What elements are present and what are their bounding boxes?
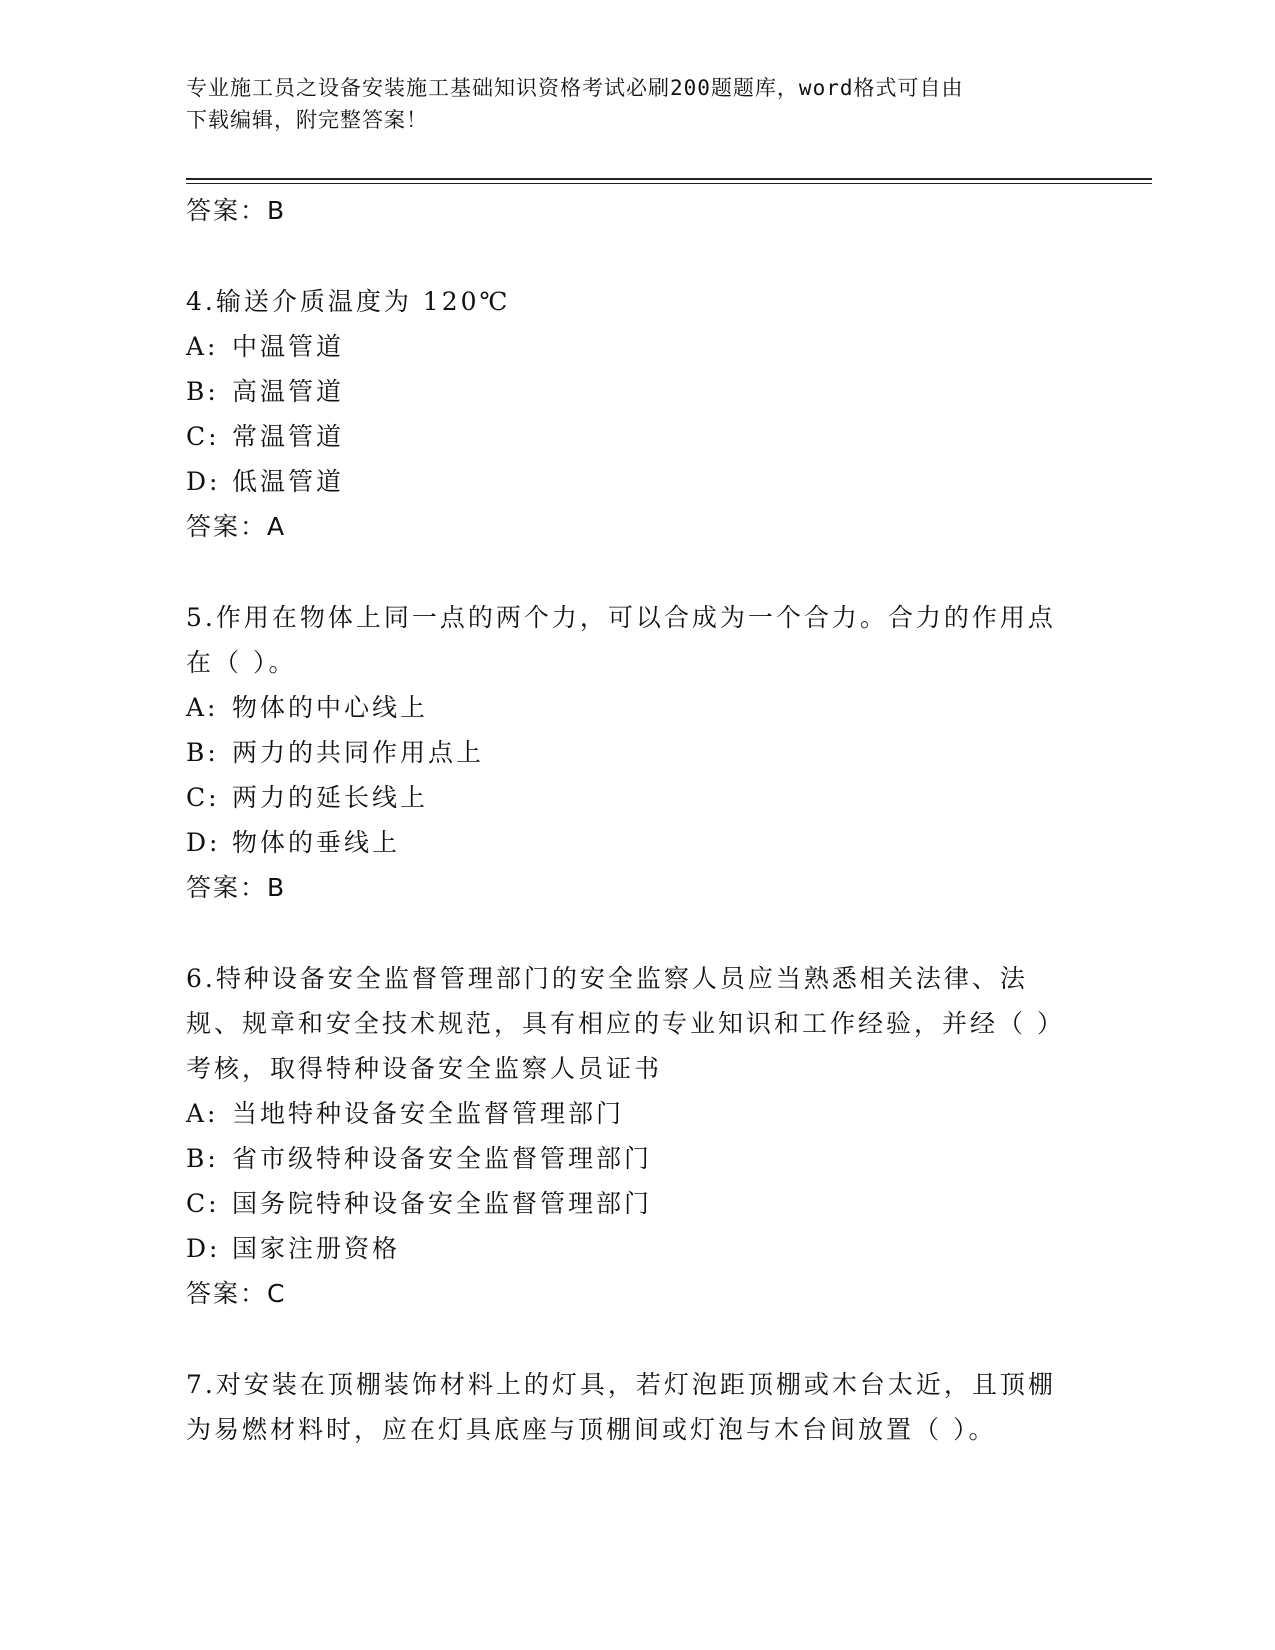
question-block — [186, 279, 1066, 549]
header-line-2: 下载编辑，附完整答案！ — [186, 108, 428, 132]
question-stem: 5.作用在物体上同一点的两个力，可以合成为一个合力。合力的作用点在（ ）。 — [186, 603, 1056, 677]
spacer — [186, 549, 1066, 595]
option-text: 高温管道 — [232, 377, 345, 406]
option-text: 两力的共同作用点上 — [232, 738, 485, 767]
option-text: 省市级特种设备安全监督管理部门 — [232, 1144, 653, 1173]
option-letter: C: — [186, 422, 220, 451]
question-block — [186, 1362, 1066, 1452]
answer-line: 答案：C — [186, 1279, 287, 1308]
question-stem: 6.特种设备安全监督管理部门的安全监察人员应当熟悉相关法律、法规、规章和安全技术规范，具有相应的专业知识和工作经验，并经（ ）考核，取得特种设备安全监察人员证书 — [186, 964, 1065, 1083]
option-d — [186, 459, 1066, 504]
option-text: 中温管道 — [232, 332, 345, 361]
option-b — [186, 1136, 1066, 1181]
option-b — [186, 369, 1066, 414]
document-header — [186, 72, 1066, 136]
option-text: 当地特种设备安全监督管理部门 — [232, 1099, 625, 1128]
question-stem: 7.对安装在顶棚装饰材料上的灯具，若灯泡距顶棚或木台太近，且顶棚为易燃材料时，应在灯具底座与顶棚间或灯泡与木台间放置（ ）。 — [186, 1370, 1056, 1444]
option-letter: B: — [186, 377, 219, 406]
option-text: 低温管道 — [232, 467, 345, 496]
answer-line: 答案：A — [186, 512, 287, 541]
spacer — [186, 233, 1066, 279]
option-letter: D: — [186, 467, 221, 496]
question-stem: 4.输送介质温度为 120℃ — [186, 287, 511, 316]
header-rule-thick — [186, 178, 1152, 180]
option-text: 物体的垂线上 — [232, 828, 401, 857]
spacer — [186, 910, 1066, 956]
option-letter: C: — [186, 1189, 220, 1218]
option-text: 两力的延长线上 — [232, 783, 429, 812]
answer-line: 答案：B — [186, 873, 287, 902]
option-letter: A: — [186, 1099, 219, 1128]
option-d — [186, 1226, 1066, 1271]
option-letter: B: — [186, 738, 219, 767]
option-letter: B: — [186, 1144, 219, 1173]
option-letter: D: — [186, 1234, 221, 1263]
option-text: 国家注册资格 — [232, 1234, 401, 1263]
question-block — [186, 956, 1066, 1316]
option-d — [186, 820, 1066, 865]
header-rule-thin — [186, 183, 1152, 184]
header-line-1: 专业施工员之设备安装施工基础知识资格考试必刷200题题库，word格式可自由 — [186, 76, 964, 100]
previous-answer: 答案：B — [186, 196, 287, 225]
spacer — [186, 1316, 1066, 1362]
option-letter: D: — [186, 828, 221, 857]
question-list — [186, 188, 1066, 1452]
option-a — [186, 685, 1066, 730]
option-letter: C: — [186, 783, 220, 812]
option-c — [186, 414, 1066, 459]
option-text: 物体的中心线上 — [232, 693, 429, 722]
option-c — [186, 775, 1066, 820]
option-a — [186, 1091, 1066, 1136]
option-c — [186, 1181, 1066, 1226]
option-a — [186, 324, 1066, 369]
option-b — [186, 730, 1066, 775]
option-letter: A: — [186, 332, 219, 361]
option-text: 常温管道 — [232, 422, 345, 451]
question-block — [186, 595, 1066, 910]
option-text: 国务院特种设备安全监督管理部门 — [232, 1189, 653, 1218]
option-letter: A: — [186, 693, 219, 722]
